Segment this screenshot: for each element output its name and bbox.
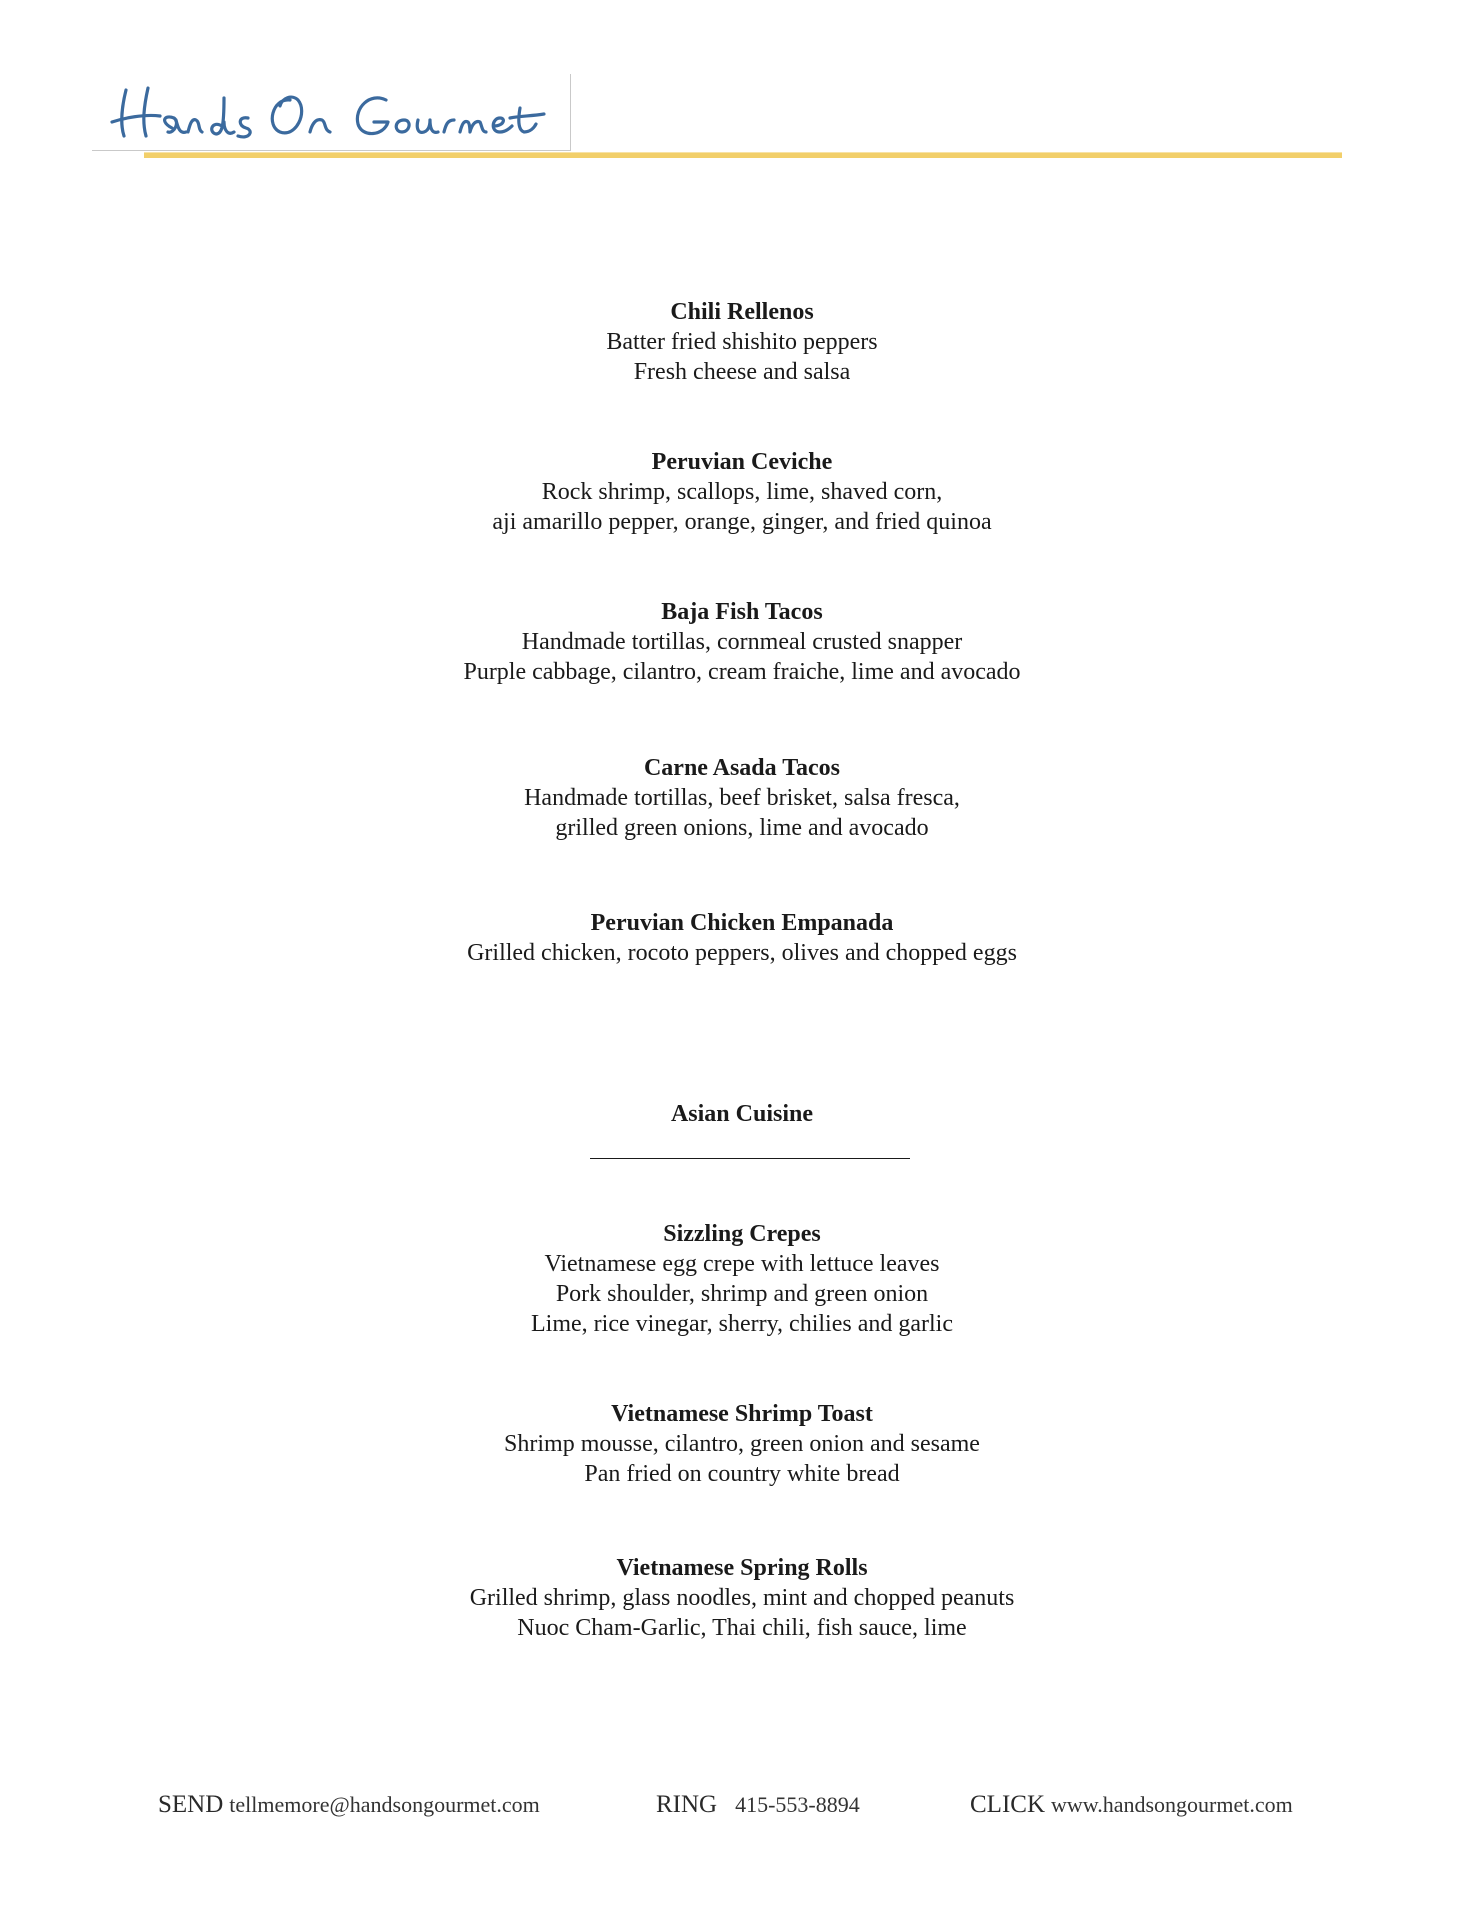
- dish-description: Handmade tortillas, beef brisket, salsa fresca,: [524, 785, 960, 811]
- section-underline: [590, 1158, 910, 1159]
- dish-name: Vietnamese Spring Rolls: [616, 1555, 868, 1581]
- footer-send-label: SEND: [158, 1791, 224, 1818]
- footer-phone-number[interactable]: 415-553-8894: [735, 1792, 860, 1817]
- dish-description: Pork shoulder, shrimp and green onion: [555, 1281, 929, 1307]
- dish-name: Peruvian Ceviche: [651, 449, 833, 475]
- dish-sizzling-crepes: [0, 1219, 1484, 1339]
- dish-description: Nuoc Cham-Garlic, Thai chili, fish sauce, lime: [517, 1615, 967, 1641]
- dish-baja-fish-tacos: [0, 597, 1484, 687]
- dish-peruvian-ceviche: [0, 447, 1484, 537]
- dish-description: Handmade tortillas, cornmeal crusted snapper: [521, 629, 963, 655]
- dish-description: Pan fried on country white bread: [584, 1461, 900, 1487]
- footer-website: [970, 1790, 1293, 1820]
- dish-name: Peruvian Chicken Empanada: [590, 910, 894, 936]
- dish-description: Rock shrimp, scallops, lime, shaved corn,: [541, 479, 943, 505]
- dish-name: Sizzling Crepes: [663, 1221, 821, 1247]
- dish-description: grilled green onions, lime and avocado: [555, 815, 929, 841]
- footer-email-link[interactable]: tellmemore@handsongourmet.com: [229, 1792, 540, 1817]
- dish-description: Fresh cheese and salsa: [633, 359, 851, 385]
- footer-email: [158, 1790, 540, 1820]
- dish-description: Lime, rice vinegar, sherry, chilies and garlic: [531, 1311, 953, 1337]
- dish-description: Vietnamese egg crepe with lettuce leaves: [544, 1251, 940, 1277]
- footer-phone: [656, 1790, 860, 1820]
- dish-description: Grilled chicken, rocoto peppers, olives and chopped eggs: [467, 940, 1017, 966]
- page-header: [92, 74, 1342, 164]
- dish-description: Purple cabbage, cilantro, cream fraiche, lime and avocado: [463, 659, 1021, 685]
- gold-divider: [144, 152, 1342, 158]
- footer-click-label: CLICK: [970, 1791, 1045, 1818]
- footer-website-link[interactable]: www.handsongourmet.com: [1051, 1792, 1293, 1817]
- dish-chili-rellenos: [0, 297, 1484, 387]
- dish-peruvian-chicken-empanada: [0, 908, 1484, 968]
- hands-on-gourmet-logo: [104, 78, 564, 150]
- logo: [92, 74, 571, 151]
- dish-name: Baja Fish Tacos: [661, 599, 823, 625]
- dish-name: Carne Asada Tacos: [643, 755, 841, 781]
- section-title-asian-cuisine: Asian Cuisine: [670, 1101, 814, 1127]
- dish-description: aji amarillo pepper, orange, ginger, and fried quinoa: [492, 509, 992, 535]
- dish-vietnamese-spring-rolls: [0, 1553, 1484, 1643]
- dish-description: Grilled shrimp, glass noodles, mint and chopped peanuts: [469, 1585, 1015, 1611]
- dish-name: Vietnamese Shrimp Toast: [611, 1401, 873, 1427]
- dish-vietnamese-shrimp-toast: [0, 1399, 1484, 1489]
- dish-carne-asada-tacos: [0, 753, 1484, 843]
- footer-ring-label: RING: [656, 1791, 718, 1818]
- dish-description: Shrimp mousse, cilantro, green onion and sesame: [504, 1431, 980, 1457]
- dish-description: Batter fried shishito peppers: [606, 329, 878, 355]
- dish-name: Chili Rellenos: [670, 299, 814, 325]
